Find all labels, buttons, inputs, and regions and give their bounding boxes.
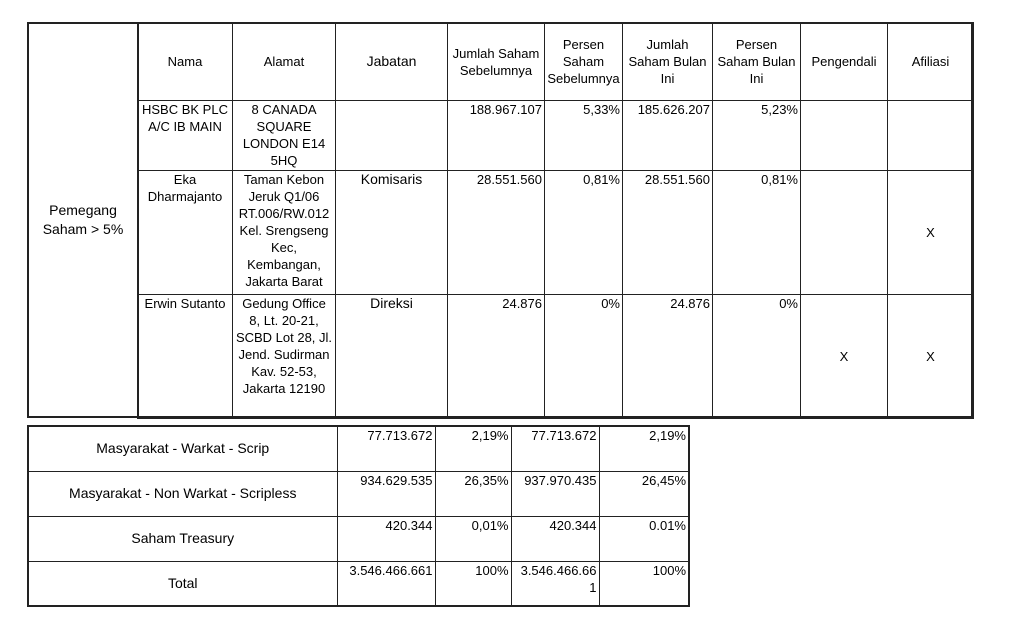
nama: Erwin Sutanto [138,295,233,419]
persen-bulan-ini: 0,81% [713,171,801,295]
jumlah-bulan-ini: 185.626.207 [623,101,713,171]
jumlah-sebelumnya: 934.629.535 [337,471,435,516]
summary-row [28,471,689,516]
header-jumlah-sebelumnya: Jumlah Saham Sebelumnya [448,23,545,101]
summary-row [28,516,689,561]
jabatan: Direksi [336,295,448,419]
jumlah-bulan-ini: 77.713.672 [511,426,599,471]
persen-sebelumnya: 26,35% [435,471,511,516]
summary-row [28,426,689,471]
header-persen-sebelumnya: Persen Saham Sebelumnya [545,23,623,101]
persen-bulan-ini: 100% [599,561,689,606]
jumlah-bulan-ini: 937.970.435 [511,471,599,516]
alamat: Gedung Office 8, Lt. 20-21, SCBD Lot 28, Jl. Jend. Sudirman Kav. 52-53, Jakarta 12190 [233,295,336,419]
persen-sebelumnya: 2,19% [435,426,511,471]
header-afiliasi: Afiliasi [888,23,974,101]
persen-sebelumnya: 0,81% [545,171,623,295]
pengendali [801,101,888,171]
jumlah-sebelumnya: 77.713.672 [337,426,435,471]
jumlah-sebelumnya: 28.551.560 [448,171,545,295]
jumlah-bulan-ini: 420.344 [511,516,599,561]
persen-sebelumnya: 5,33% [545,101,623,171]
summary-table [27,425,690,607]
alamat: Taman Kebon Jeruk Q1/06 RT.006/RW.012 Kel. Srengseng Kec, Kembangan, Jakarta Barat [233,171,336,295]
jumlah-bulan-ini: 28.551.560 [623,171,713,295]
jumlah-bulan-ini: 3.546.466.661 [511,561,599,606]
group-label: Pemegang Saham > 5% [29,24,139,416]
alamat: 8 CANADA SQUARE LONDON E14 5HQ [233,101,336,171]
afiliasi: X [888,295,974,419]
persen-bulan-ini: 5,23% [713,101,801,171]
table-row [138,295,974,419]
header-persen-bulan-ini: Persen Saham Bulan Ini [713,23,801,101]
summary-label: Masyarakat - Non Warkat - Scripless [28,471,337,516]
shareholder-table [137,22,974,419]
header-jabatan: Jabatan [336,23,448,101]
jumlah-sebelumnya: 420.344 [337,516,435,561]
header-alamat: Alamat [233,23,336,101]
pengendali: X [801,295,888,419]
table-row [138,101,974,171]
header-jumlah-bulan-ini: Jumlah Saham Bulan Ini [623,23,713,101]
summary-row-total [28,561,689,606]
persen-bulan-ini: 2,19% [599,426,689,471]
summary-label: Total [28,561,337,606]
summary-label: Masyarakat - Warkat - Scrip [28,426,337,471]
persen-bulan-ini: 0% [713,295,801,419]
persen-sebelumnya: 0,01% [435,516,511,561]
nama: Eka Dharmajanto [138,171,233,295]
summary-label: Saham Treasury [28,516,337,561]
afiliasi [888,101,974,171]
header-nama: Nama [138,23,233,101]
jumlah-sebelumnya: 3.546.466.661 [337,561,435,606]
pengendali [801,171,888,295]
afiliasi: X [888,171,974,295]
persen-bulan-ini: 0.01% [599,516,689,561]
jabatan [336,101,448,171]
jumlah-sebelumnya: 188.967.107 [448,101,545,171]
jumlah-bulan-ini: 24.876 [623,295,713,419]
persen-sebelumnya: 0% [545,295,623,419]
header-pengendali: Pengendali [801,23,888,101]
table-row [138,171,974,295]
jumlah-sebelumnya: 24.876 [448,295,545,419]
persen-bulan-ini: 26,45% [599,471,689,516]
header-row [138,23,974,101]
persen-sebelumnya: 100% [435,561,511,606]
jabatan: Komisaris [336,171,448,295]
nama: HSBC BK PLC A/C IB MAIN [138,101,233,171]
